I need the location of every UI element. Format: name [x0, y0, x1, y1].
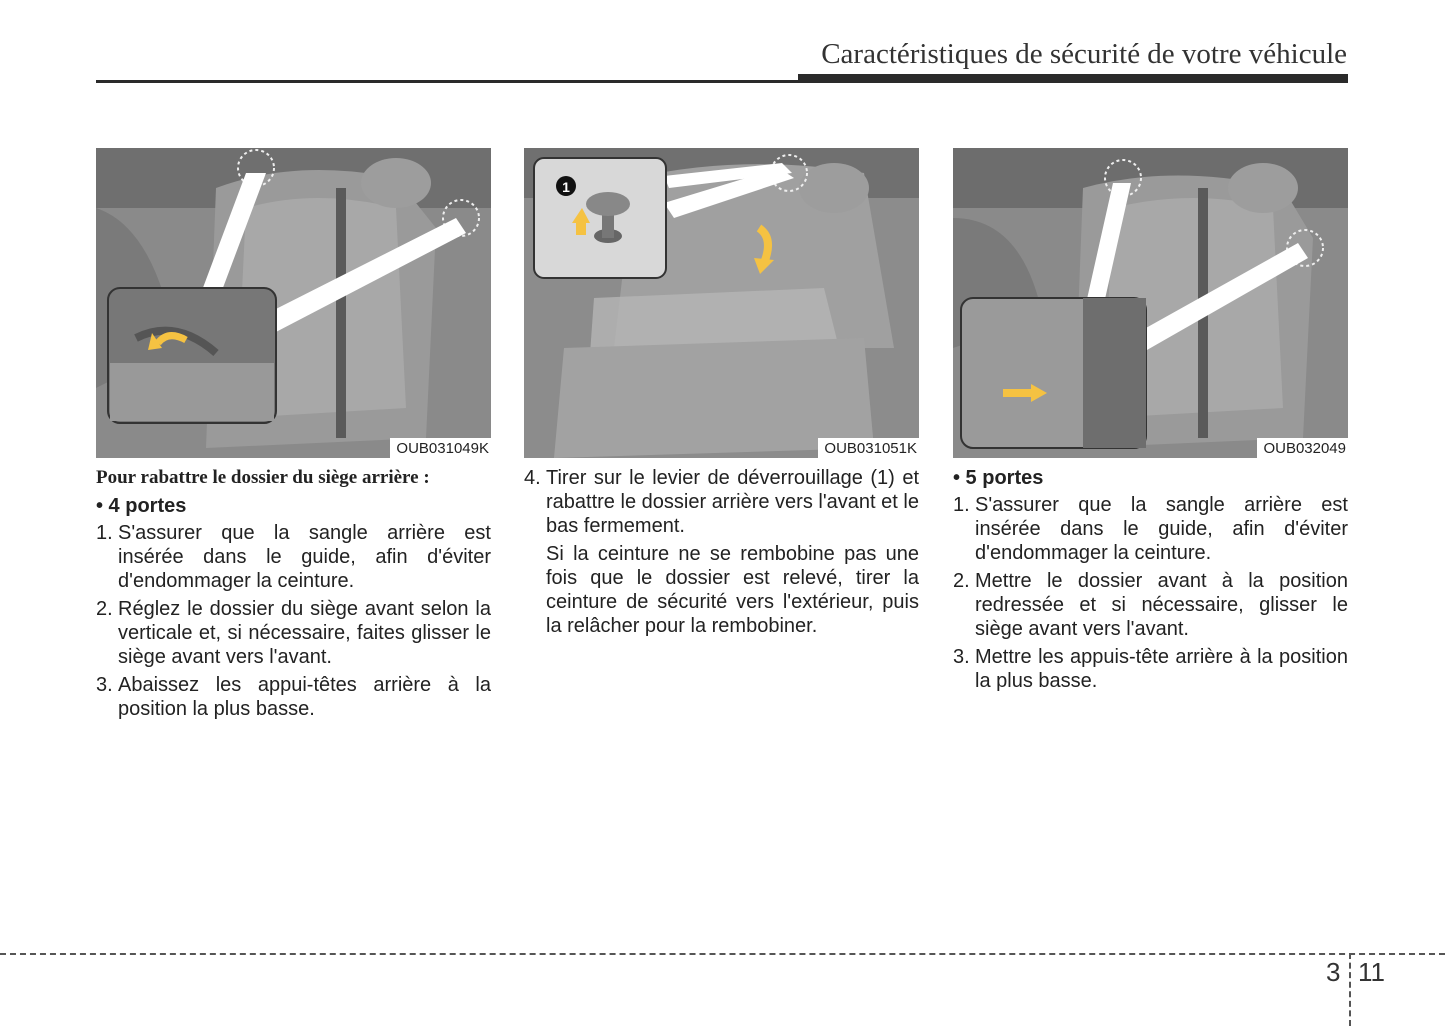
- column-4-door: [96, 466, 491, 725]
- rear-seat-illustration-2: [524, 148, 919, 458]
- item-number: 3.: [96, 674, 113, 696]
- item-number: 3.: [953, 646, 970, 668]
- item-number: 1.: [953, 494, 970, 516]
- list-item: [524, 466, 919, 538]
- rear-seat-illustration-3: [953, 148, 1348, 458]
- note-text: Si la ceinture ne se rembobine pas une fois que le dossier est relevé, tirer la ceinture de sécurité vers l'extérieur, puis la relâcher pour la rembobiner.: [546, 543, 919, 637]
- item-text: Réglez le dossier du siège avant selon la verticale et, si nécessaire, faites glisser le siège avant vers l'avant.: [118, 598, 491, 668]
- list-item: [953, 645, 1348, 693]
- column-release: [524, 466, 919, 638]
- list-item: [96, 673, 491, 721]
- item-number: 2.: [953, 570, 970, 592]
- page-header-title: Caractéristiques de sécurité de votre véhicule: [821, 38, 1347, 70]
- footer-rule: [0, 953, 1445, 955]
- page-number: 11: [1358, 957, 1385, 987]
- callout-label: 1: [562, 179, 570, 195]
- item-text: S'assurer que la sangle arrière est insérée dans le guide, afin d'éviter d'endommager la ceinture.: [975, 494, 1348, 564]
- item-text: Mettre le dossier avant à la position redressée et si nécessaire, glisser le siège avant vers l'avant.: [975, 570, 1348, 640]
- list-item: [953, 493, 1348, 565]
- item-number: 1.: [96, 522, 113, 544]
- figure-release-lever: [524, 148, 919, 458]
- list-item: [96, 597, 491, 669]
- footer-divider: [1349, 953, 1351, 1026]
- chapter-number: 3: [1326, 957, 1341, 987]
- section-lead: Pour rabattre le dossier du siège arrière :: [96, 467, 430, 488]
- figure-5-door-seat: [953, 148, 1348, 458]
- figure-4-door-seat: [96, 148, 491, 458]
- section-bullet: • 5 portes: [953, 467, 1044, 489]
- list-item: [953, 569, 1348, 641]
- item-text: Abaissez les appui-têtes arrière à la position la plus basse.: [118, 674, 491, 720]
- figure-code: OUB031051K: [818, 438, 919, 458]
- header-rule-accent: [798, 74, 1348, 83]
- item-number: 4.: [524, 467, 541, 489]
- item-text: Mettre les appuis-tête arrière à la position la plus basse.: [975, 646, 1348, 692]
- item-text: S'assurer que la sangle arrière est insérée dans le guide, afin d'éviter d'endommager la ceinture.: [118, 522, 491, 592]
- figure-code: OUB032049: [1257, 438, 1348, 458]
- rear-seat-illustration-1: [96, 148, 491, 458]
- section-bullet: • 4 portes: [96, 495, 187, 517]
- item-text: Tirer sur le levier de déverrouillage (1) et rabattre le dossier arrière vers l'avant et le bas fermement.: [546, 467, 919, 537]
- column-5-door: [953, 466, 1348, 697]
- item-number: 2.: [96, 598, 113, 620]
- list-item: [96, 521, 491, 593]
- figure-code: OUB031049K: [390, 438, 491, 458]
